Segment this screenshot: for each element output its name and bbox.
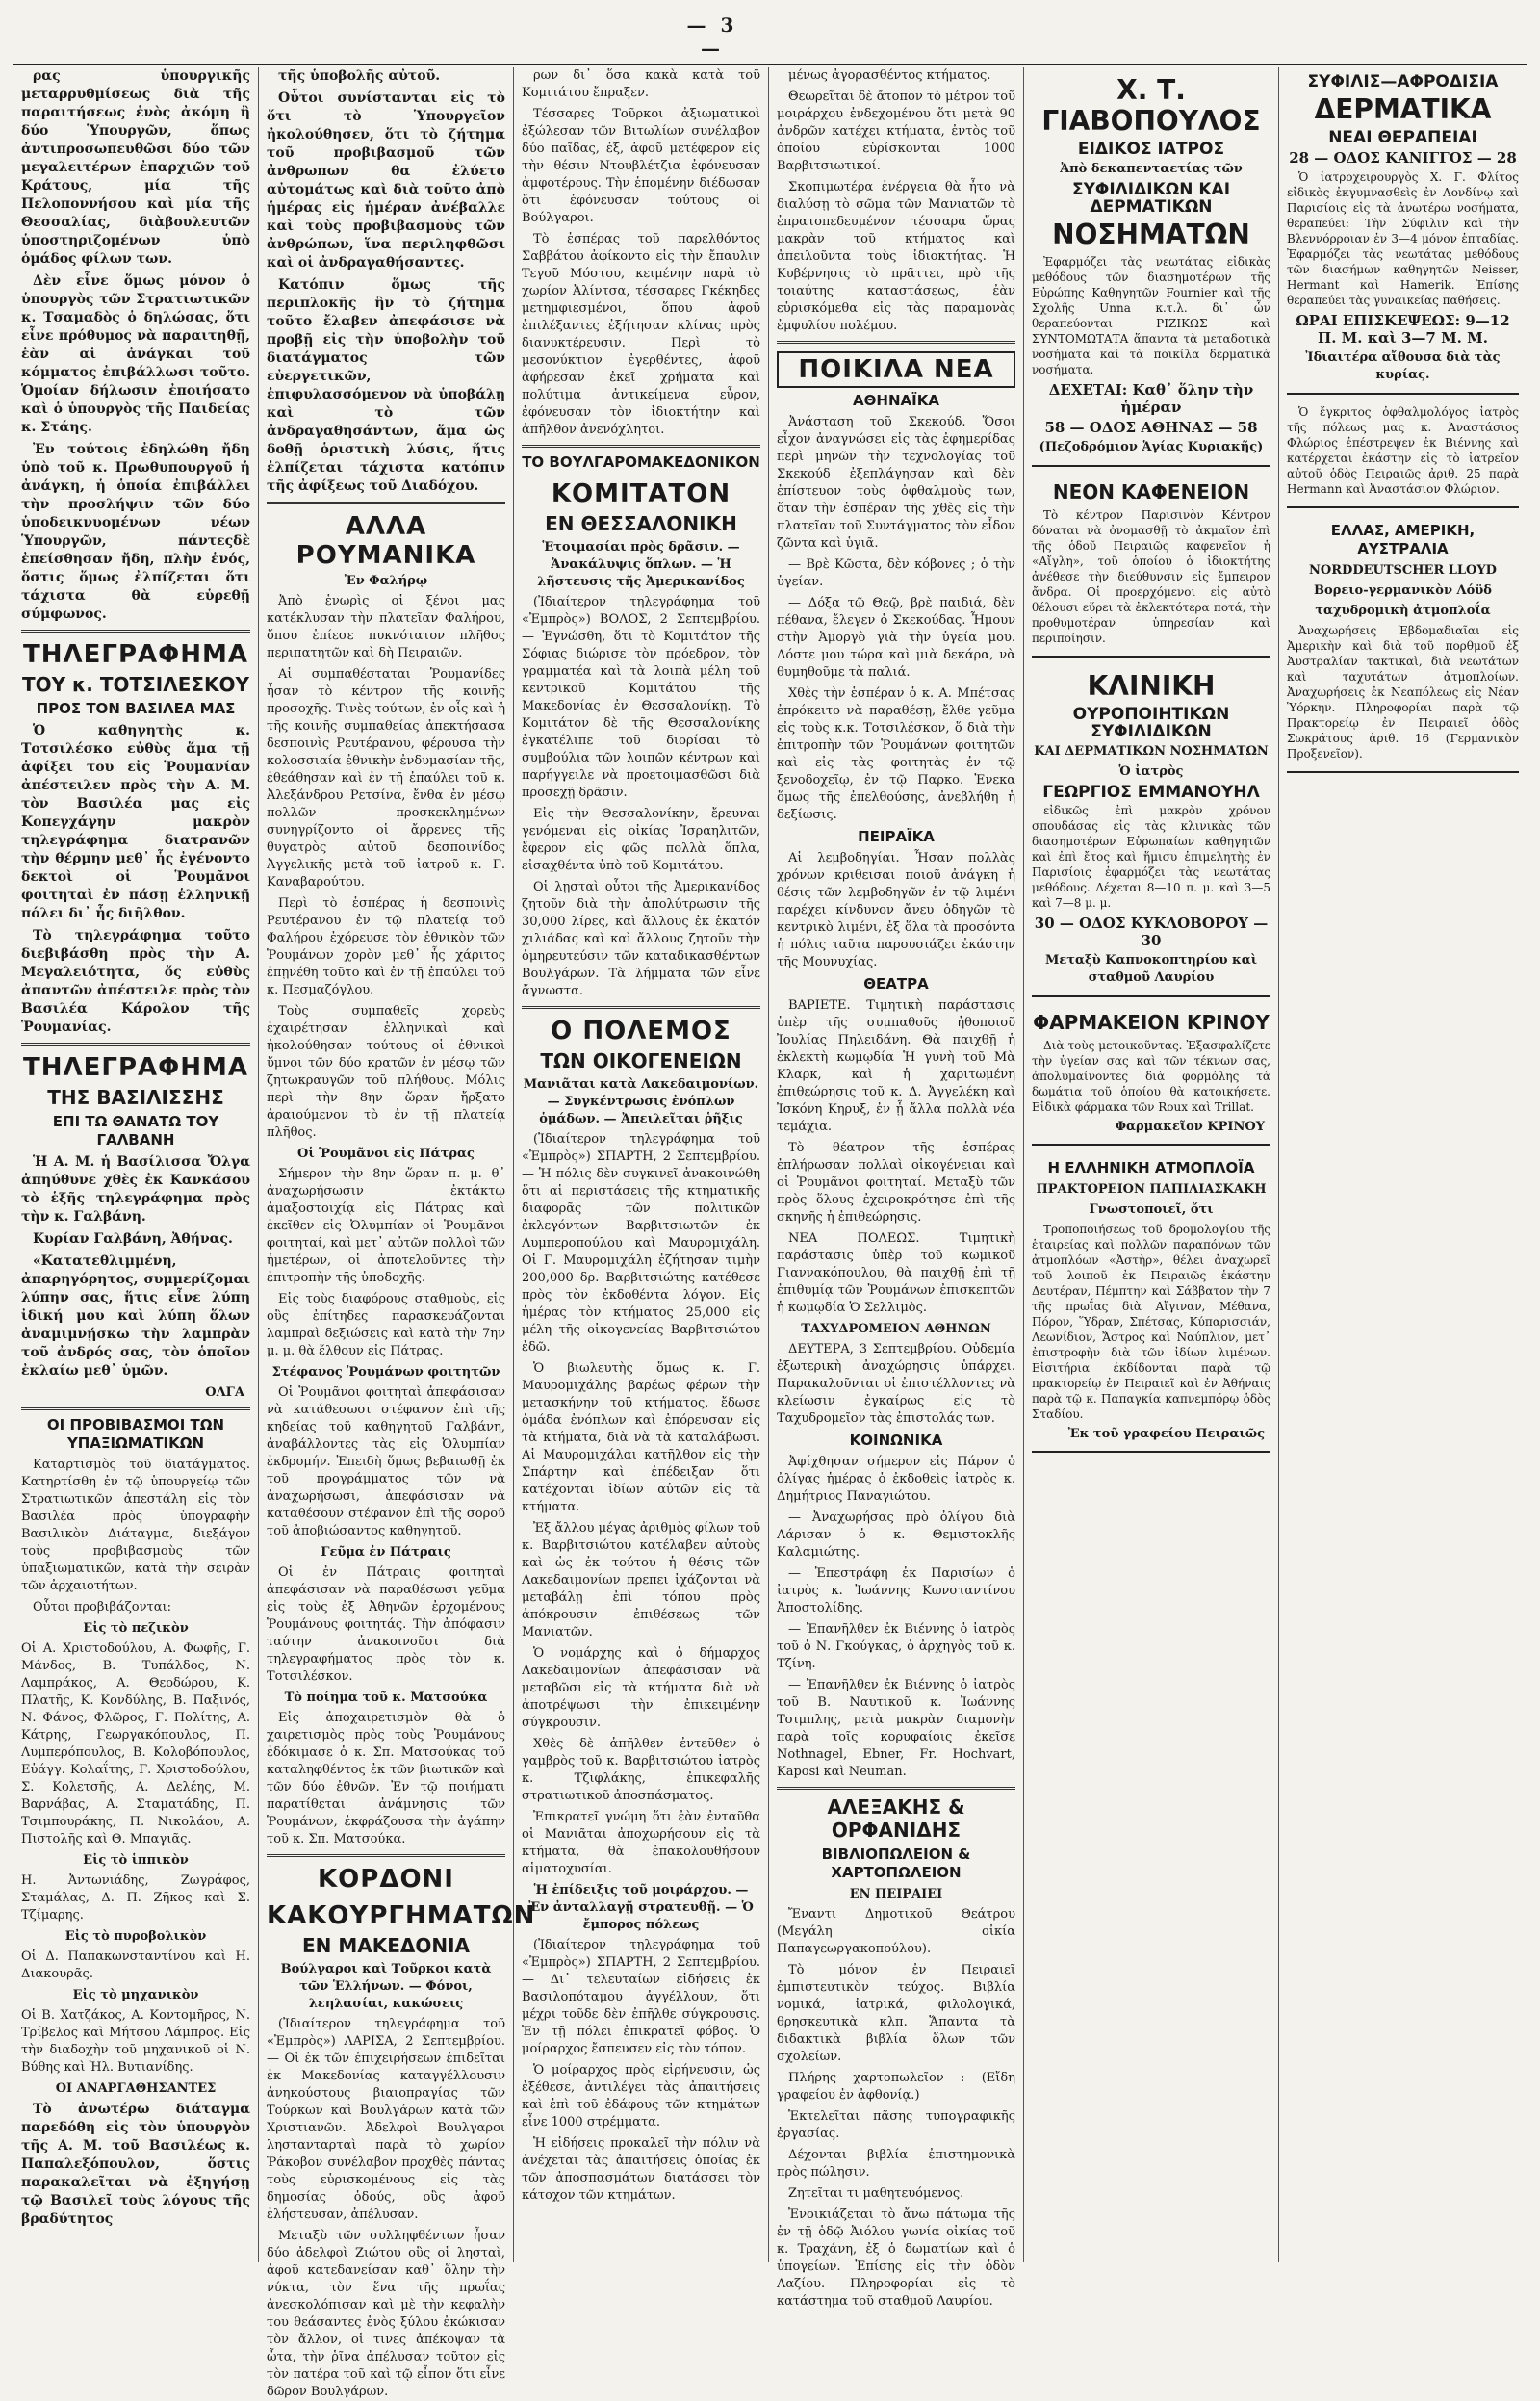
paragraph: Ἐνοικιάζεται τὸ ἄνω πάτωμα τῆς ἐν τῇ ὁδῷ Ἀιόλου γωνία οἰκίας τοῦ κ. Τραχάνη, ἐξ ὁ δωματίων καὶ ὁ ὑπογείων. Ἐπίσης εἰς τὴν ὁδὸν Λαζίου. Πληροφορίαι εἰς τὸ κατάστημα τοῦ σταθμοῦ Λαυρίου. (777, 2207, 1015, 2309)
ad-hours: ΔΕΧΕΤΑΙ: Καθ᾽ ὅλην τὴν ἡμέραν (1048, 381, 1254, 416)
paragraph: Εἰς τὴν Θεσσαλονίκην, ἔρευναι γενόμεναι εἰς οἰκίας Ἰσραηλιτῶν, ἔφερον εἰς φῶς πολλὰ ὅπλα, εἰσαχθέντα ὑπὸ τοῦ Κομιτάτου. (522, 807, 760, 873)
divider (21, 1407, 250, 1410)
column-5 (1024, 67, 1279, 2262)
paragraph: Τὸ μόνον ἐν Πειραιεῖ ἐμπιστευτικὸν τεύχος. Βιβλία νομικά, ἰατρικά, φιλολογικά, θρησκευτικὰ κλπ. Ἅπαντα τὰ διδακτικὰ βιβλία ὅλων τῶν σχολείων. (777, 1963, 1015, 2064)
paragraph: Μεταξὺ τῶν συλληφθέντων ἦσαν δύο ἀδελφοὶ Ζιώτου οὓς οἱ λησταὶ, ἀφοῦ κατεδανείσαν καθ᾽ ὅλην τὴν νύκτα, τὸν ἕνα τῆς πρωΐας ἀνεσκολόπισαν καὶ μὲ τὴν κεφαλὴν του θεάσαντες ἑνὸς ξύλου ἐκώκισαν τὸν ἄλλον, οἱ τινες ἀπέκοψαν τὰ ὦτα, τὴν ῥῖνα ἀπέλυσαν τοῦτον εἰς τὸν πατέρα τοῦ καὶ τῷ εἶπον ὅτι εἶνε δῶρον Βουλγάρων. (267, 2229, 505, 2399)
ad-derm-title: ΣΥΦΙΛΙΣ—ΑΦΡΟΔΙΣΙΑ (1307, 72, 1499, 91)
ad-address: 58 — ΟΔΟΣ ΑΘΗΝΑΣ — 58 (1044, 419, 1258, 436)
paragraph: — Ἐπανῆλθεν ἐκ Βιέννης ὁ ἰατρὸς τοῦ Β. Ναυτικοῦ κ. Ἰωάννης Τσιμπλης, μετὰ μακρὰν διαμονὴν παρὰ τοῖς κορυφαίοις ἐκεῖσε Nothnagel, Ebner, Fr. Hochvart, Kaposi καὶ Neuman. (777, 1678, 1015, 1779)
ad-lloyd-title: ΕΛΛΑΣ, ΑΜΕΡΙΚΗ, ΑΥΣΤΡΑΛΙΑ (1330, 522, 1476, 557)
ad-text: Ἐφαρμόζει τὰς νεωτάτας εἰδικὰς μεθόδους τῶν διασημοτέρων τῆς Εὐρώπης Καθηγητῶν Fournier καὶ τῆς Σχολῆς Unna κ.τ.λ. δι᾽ ὧν θεραπεύονται ΡΙΖΙΚΩΣ καὶ ΣΥΝΤΟΜΩΤΑΤΑ ἅπαντα τὰ μεταδοτικὰ νοσήματα καὶ τὰ ποικίλα δερματικὰ νοσήματα. (1032, 255, 1270, 376)
paragraph: Ἐν τούτοις ἐδηλώθη ἤδη ὑπὸ τοῦ κ. Πρωθυπουργοῦ ἡ ἀνάγκη, ἡ ὁποία ἐπιβάλλει τὴν προσλήψιν τῶν δύο ὑποδεικνυομένων νέων Ὑπουργῶν, πάντεςδὲ ἐπείσθησαν ἤδη, πλὴν ἑνός, ὅστις ὅμως ἐλπίζεται ὅτι τάχιστα θὰ εὑρεθῇ σύμφωνος. (21, 442, 250, 622)
divider (777, 341, 1015, 344)
divider (21, 630, 250, 633)
paragraph: Οἱ ἐν Πάτραις φοιτηταὶ ἀπεφάσισαν νὰ παραθέσωσι γεῦμα εἰς τοὺς ἐξ Ἀθηνῶν ἐρχομένους Ῥουμάνους φοιτητάς. Τὴν ἀπόφασιν ταύτην ἀνακοινοῦσι διὰ τηλεγραφήματος πρὸς τὸν κ. Τοτσιλέσκον. (267, 1565, 505, 1684)
signature-olga: ΟΛΓΑ (205, 1385, 244, 1400)
headline-families: ΤΩΝ ΟΙΚΟΓΕΝΕΙΩΝ (540, 1049, 742, 1072)
paragraph: Τὸ τηλεγράφημα τοῦτο διεβιβάσθη πρὸς τὴν Α. Μεγαλειότητα, ὅς εὐθὺς ἀπαντῶν ἀπέστειλε πρὸς τὸν Βασιλέα Κάρολον τῆς Ῥουμανίας. (21, 928, 250, 1035)
list-item: Οἱ Δ. Παπακωνσταντίνου καὶ Η. Διακουρᾶς. (21, 1949, 250, 1981)
list-item: Οἱ Β. Χατζάκος, Α. Κοντομῆρος, Ν. Τρίβελος καὶ Μήτσου Λάμπρος. Εἰς τὴν διαδοχὴν τοῦ μηχανικοῦ οἱ Ν. Βύθης καὶ Ἠλ. Βυτιανίδης. (21, 2008, 250, 2075)
ad-lloyd-sub3: ταχυδρομικὴ ἀτμοπλοΐα (1315, 604, 1491, 618)
paragraph: Τὸ θέατρον τῆς ἑσπέρας ἐπλήρωσαν πολλαὶ οἰκογένειαι καὶ οἱ Ῥουμᾶνοι φοιτηταί. Μεταξὺ τῶν πρὸς ὅλους ἐχειροκρότησε ἐπὶ τῆς σκηνῆς ἡ ἐπιθεώρησις. (777, 1141, 1015, 1225)
ad-address: 30 — ΟΔΟΣ ΚΥΚΛΟΒΟΡΟΥ — 30 (1034, 915, 1269, 949)
subheadline: Γεῦμα ἐν Πάτραις (321, 1545, 451, 1560)
ad-hours: ΩΡΑΙ ΕΠΙΣΚΕΨΕΩΣ: 9—12 Π. Μ. καὶ 3—7 Μ. Μ. (1296, 312, 1510, 347)
ad-specialty: ΣΥΦΙΛΙΔΙΚΩΝ ΚΑΙ ΔΕΡΜΑΤΙΚΩΝ (1071, 180, 1231, 217)
headline-totsilesku: ΤΟΥ κ. ΤΟΤΣΙΛΕΣΚΟΥ (21, 673, 250, 696)
paragraph: Δέχονται βιβλία ἐπιστημονικὰ πρὸς πώλησιν. (777, 2148, 1015, 2180)
ad-location: Μεταξὺ Καπνοκοπτηρίου καὶ σταθμοῦ Λαυρίου (1044, 953, 1258, 985)
ad-dermatology (1287, 67, 1519, 395)
headline-crimes: ΚΑΚΟΥΡΓΗΜΑΤΩΝ (267, 1901, 536, 1930)
ad-pharmacy-sig: Φαρμακεῖον ΚΡΙΝΟΥ (1115, 1120, 1265, 1134)
paragraph: ΒΑΡΙΕΤΕ. Τιμητικὴ παράστασις ὑπὲρ τῆς συμπαθοῦς ἠθοποιοῦ Ἰουλίας Πηλειδάνη. Θὰ παιχθῇ ἡ ἐκλεκτὴ κωμῳδία Ἡ γυνὴ τοῦ Μὰ Κλαρκ, καὶ ἡ χαριτωμένη ἐπιθεώρησις τοῦ κ. Δ. Ἀγγελέκη καὶ Ἰσκόνη Κηρυξ, ἐν ᾗ ἄλλα πολλὰ νέα τεμάχια. (777, 998, 1015, 1134)
ad-note: Ἰδιαιτέρα αἴθουσα διὰ τὰς κυρίας. (1305, 350, 1501, 382)
divider (267, 1854, 505, 1857)
paragraph: Ἀφίχθησαν σήμερον εἰς Πάρον ὁ ὀλίγας ἡμέρας ὁ ἐκδοθεὶς ἰατρὸς κ. Δημήτριος Παναγιώτου. (777, 1455, 1015, 1504)
ad-derm-big: ΔΕΡΜΑΤΙΚΑ (1314, 93, 1492, 125)
list-heading: Εἰς τὸ πυροβολικὸν (64, 1929, 207, 1944)
paragraph: — Ἀναχωρήσας πρὸ ὀλίγου διὰ Λάρισαν ὁ κ. Θεμιστοκλῆς Καλαμιώτης. (777, 1510, 1015, 1560)
paragraph: Τοὺς συμπαθεῖς χορεὺς ἐχαιρέτησαν ἑλληνικαὶ καὶ ἠκολούθησαν τούτους οἱ ἐθνικοὶ ὕμνοι τῶν δύο κρατῶν ἐν μέσῳ τῶν ζητωκραυγῶν τοῦ πλήθους. Μόλις περὶ τὴν 8ην ὥραν ἤρξατο ἀραιούμενον τὸ ἐν τῇ πλατείᾳ πλῆθος. (267, 1004, 505, 1140)
divider (522, 445, 760, 448)
paragraph: Σκοπιμωτέρα ἐνέργεια θὰ ἦτο νὰ διαλύσῃ τὸ σῶμα τῶν Μανιατῶν τὸ ἐπρατοπεδευμένον τέσσαρα ὥρας μακρὰν τοῦ κτήματος καὶ ἀπειλοῦντα τοὺς ἰδιοκτήτας. Ἡ Κυβέρνησις τὸ πρᾶττει, πρὸ τῆς τοιαύτης καταστάσεως, ἐὰν εὑρισκόμεθα εἰς τὰς παραμονὰς ἐμφυλίου πολέμου. (777, 180, 1015, 333)
paragraph: Ἐξ ἄλλου μέγας ἀριθμὸς φίλων τοῦ κ. Βαρβιτσιώτου κατέλαβεν αὐτοὺς καὶ ὡς ἐκ τούτου ἡ θέσις τῶν Λακεδαιμονίων πρεπει ἰχάζονται νὰ μεταβάλῃ ἐπὶ τόπου πρὸς ἀπόκρουσιν ἐπιθέσεως τῶν Μανιατῶν. (522, 1521, 760, 1639)
paragraph: (Ἰδιαίτερον τηλεγράφημα τοῦ «Ἐμπρὸς») ΒΟΛΟΣ, 2 Σεπτεμβρίου. — Ἐγνώσθη, ὅτι τὸ Κομιτάτον τῆς Σόφιας διώρισε τὸν πρόεδρον, τὸν γραμματέα καὶ τὰ λοιπὰ μέλη τοῦ κεντρικοῦ Κομιτάτου τῆς Μακεδονίας ἐν Θεσσαλονίκῃ. Τὸ Κομιτάτον δὲ τῆς Θεσσαλονίκης ἐγκατέλιπε τοῦ διορίσαι τὸ συμβούλια τῶν λοιπῶν κέντρων καὶ παρήγγειλε νὰ προετοιμασθῶσι διὰ προσεχῇ δρᾶσιν. (522, 595, 760, 800)
ad-text: Τὸ κέντρον Παρισινὸν Κέντρον δύναται νὰ ὀνομασθῇ τὸ ἀκμαῖον ἐπὶ τῆς ὁδοῦ Πειραιῶς καφενεῖον ἡ «Αἴγλη», τοῦ ὁποίου ὁ ἰδιοκτήτης ἀνέθεσε τὴν διεύθυνσιν εἰς ἔμπειρον ἄνδρα. Οἱ προερχόμενοι εἰς αὐτὸ θέλουσι εὕρει τὰ ἐκλεκτότερα ποτά, τὴν προθυμοτέραν ὑπηρεσίαν καὶ περιποίησιν. (1032, 508, 1270, 645)
headline-komitaton: ΚΟΜΙΤΑΤΟΝ (551, 479, 732, 508)
page-folio: — 3 — (686, 13, 738, 60)
subheadline-galvanis: ΕΠΙ ΤΩ ΘΑΝΑΤΩ ΤΟΥ ΓΑΛΒΑΝΗ (52, 1113, 219, 1149)
ad-clinic-sub2: ΚΑΙ ΔΕΡΜΑΤΙΚΩΝ ΝΟΣΗΜΑΤΩΝ (1034, 744, 1269, 759)
paragraph: — Δόξα τῷ Θεῷ, βρὲ παιδιά, δὲν πέθανα, ἔλεγεν ὁ Σκεκούδας. Ἦμουν στὴν Ἀμοργὸ γιὰ τὴν ὑγεία μου. Δόστε μου τώρα καὶ μιὰ δεκάρα, νὰ θυμηθοῦμε τὰ παλιά. (777, 596, 1015, 680)
paragraph: Ἐπικρατεῖ γνώμη ὅτι ἐὰν ἐνταῦθα οἱ Μανιᾶται ἀποχωρήσουν εἰς τὰ κτήματα, θὰ ἐπακολουθήσουν αἱματοχυσίαι. (522, 1810, 760, 1876)
headline-queen: ΤΗΣ ΒΑΣΙΛΙΣΣΗΣ (47, 1086, 224, 1109)
ad-text: Τροποποιήσεως τοῦ δρομολογίου τῆς ἑταιρείας καὶ πολλῶν παραπόνων τῶν ἀτμοπλόων «Ἀστὴρ», θέλει ἀναχωρεῖ τοῦ λοιποῦ ἐκ Πειραιῶς ἑκάστην Δευτέραν, Πέμπτην καὶ Σάββατον τὴν 7 τῆς πρωΐας διὰ Αἴγιναν, Μέθανα, Πόρον, Ὕδραν, Σπέτσας, Κύπαρισσιάν, Λεωνίδιον, Ἄστρος καὶ Ναύπλιον, μετ᾽ ἐπιστροφὴν διὰ τῶν ἰδίων λιμένων. Εἰσιτήρια ἐκδίδονται παρὰ τῷ πρακτορείῳ ἐν Πειραιεῖ καὶ ἐν Ἀθήναις παρὰ τῷ κ. Παπαγκία καπνεμπόρῳ ὁδὸς Σταδίου. (1032, 1223, 1270, 1421)
headline-thessaloniki: ΕΝ ΘΕΣΣΑΛΟΝΙΚΗ (545, 512, 737, 535)
subheadline: Βούλγαροι καὶ Τοῦρκοι κατὰ τῶν Ἑλλήνων. — Φόνοι, λεηλασίαι, κακώσεις (280, 1962, 492, 2011)
headline-war: Ο ΠΟΛΕΜΟΣ (551, 1017, 732, 1046)
ad-derm-sub: ΝΕΑΙ ΘΕΡΑΠΕΙΑΙ (1328, 128, 1477, 147)
headline-telegram-2: ΤΗΛΕΓΡΑΦΗΜΑ (23, 1053, 248, 1082)
paragraph: Χθὲς δὲ ἀπῆλθεν ἐντεῦθεν ὁ γαμβρὸς τοῦ κ. Βαρβιτσιώτου ἰατρὸς κ. Τζιφλάκης, ἐπικεφαλῆς στρατιωτικοῦ ἀποσπάσματος. (522, 1737, 760, 1803)
divider (522, 1006, 760, 1009)
paragraph: ΝΕΑ ΠΟΛΕΩΣ. Τιμητικὴ παράστασις ὑπὲρ τοῦ κωμικοῦ Γιαννακόπουλου, θὰ παιχθῇ ἐπὶ τῇ ἐπιθυμίᾳ τῶν Ῥουμάνων ἐπισκεπτῶν ἡ κωμῳδία Ὁ Σελλιμὸς. (777, 1231, 1015, 1315)
paragraph: Ὁ καθηγητὴς κ. Τοτσιλέσκο εὐθὺς ἅμα τῇ ἀφίξει του εἰς Ῥουμανίαν ἀπέστειλεν πρὸς τὴν Α. Μ. τὸν Βασιλέα μας εἰς Κοπεγχάγην μακρὸν τηλεγράφημα διατρανῶν τὴν θέρμην μεθ᾽ ἧς ἐγένοντο δεκτοὶ οἱ Ῥουμᾶνοι φοιτηταὶ ἐν πάσῃ ἑλληνικῇ πόλει δι᾽ ἧς διῆλθον. (21, 723, 250, 921)
paragraph: Αἱ λεμβοδηγίαι. Ἦσαν πολλὰς χρόνων κριθεισαι ποιοῦ ἀνάγκη ἡ θέσις τῶν λεμβοδηγῶν ἐν τῷ λιμένι παρέχει κίνδυνον ἄνευ ὁδηγῶν τὸ κεντρικὸ λιμένι, ἐξ ὅλα τὰ προσόντα ἡ πόλις ταῦτα παρουσιάζει ἐκάστην τῆς Μουνυχίας. (777, 851, 1015, 969)
ad-bookshop-name: ΑΛΕΞΑΚΗΣ & ΟΡΦΑΝΙΔΗΣ (827, 1795, 965, 1842)
subheadline: Μανιᾶται κατὰ Λακεδαιμονίων. — Συγκέντρωσις ἐνόπλων ὁμάδων. — Ἀπειλεῖται ῥῆξις (523, 1077, 759, 1126)
article-continued-text: ρας ὑπουργικῆς μεταρρυθμίσεως διὰ τῆς παραιτήσεως ἑνὸς ἀκόμη ἢ δύο Ὑπουργῶν, ὅπως ἀντιπροσωπευθῶσι δύο τῶν μεγαλειτέρων ἐπαρχιῶν τοῦ Κράτους, μία τῆς Πελοποννήσου καὶ μία τῆς Θεσσαλίας, διὰβουλευτῶν ὑποστηριζομένων ὑπὸ ὁμάδος φίλων των. (21, 68, 250, 267)
ad-clinic (1032, 663, 1270, 997)
headline-romanian: ΑΛΛΑ ΡΟΥΜΑΝΙΚΑ (295, 512, 476, 570)
paragraph: — Ἐπανῆλθεν ἐκ Βιέννης ὁ ἰατρὸς τοῦ ὁ Ν. Γκούγκας, ὁ ἀρχηγὸς τοῦ κ. Τζίνη. (777, 1622, 1015, 1671)
ad-text: Ὁ ἰατροχειρουργὸς Χ. Γ. Φλίτος εἰδικὸς ἐκγυμνασθεὶς ἐν Λονδίνῳ καὶ Παρισίοις εἰς τὰ ἀνωτέρω νοσήματα, θεραπεύει: Τὴν Σύφιλιν καὶ τὴν Βλεννόρροιαν ἐν 3—4 μόνον ἑπταδίας. Ἐφαρμόζει τὰς νεωτάτας μεθόδους τῶν διασήμων καθηγητῶν Neisser, Hermant καὶ Hamerik. Ἐπίσης θεραπεύει τὰς γυναικείας παθήσεις. (1287, 170, 1519, 307)
headline-kordoni: ΚΟΡΔΟΝΙ (318, 1865, 454, 1894)
paragraph: Τέσσαρες Τοῦρκοι ἀξιωματικοὶ ἐξώλεσαν τῶν Βιτωλίων συνέλαβον δύο παῖδας, ἐξ, ἀφοῦ μετέφερον εἰς τὴν θέσιν Ντουβλέτζια ἐφόνευσαν ἀμφοτέρους. Τὴν ἑπομένην διέδωσαν ὅτι ἐφόνευσαν τούτους οἱ Βούλγαροι. (522, 107, 760, 225)
paragraph: Θεωρεῖται δὲ ἄτοπον τὸ μέτρον τοῦ μοιράρχου ἐνδεχομένου ὅτι μετὰ 90 ἀνδρῶν κατέχει κτήματα, ἐντὸς τοῦ ὁποίου εὑρίσκονται 1000 Βαρβιτσιωτικοί. (777, 90, 1015, 173)
list-heading: Εἰς τὸ μηχανικὸν (72, 1988, 199, 2002)
paragraph: Περὶ τὸ ἑσπέρας ἡ δεσποινὶς Ρευτέρανου ἐν τῷ πλατείᾳ τοῦ Φαλήρου ἐχόρευσε τὸν ἐθνικὸν τῶν Ῥουμάνων χορὸν μεθ᾽ ἧς χάριτος ἐπῃνέθη τοῦτο καὶ ἐν τῇ ἐπαύλει τοῦ κ. Πεσμαζόγλου. (267, 896, 505, 997)
ad-bookshop-title: ΒΙΒΛΙΟΠΩΛΕΙΟΝ & ΧΑΡΤΟΠΩΛΕΙΟΝ (821, 1846, 971, 1881)
paragraph: Δὲν εἶνε ὅμως μόνον ὁ ὑπουργὸς τῶν Στρατιωτικῶν κ. Τσαμαδὸς ὁ δηλώσας, ὅτι εἶνε πρόθυμος νὰ παραιτηθῇ, ἐὰν αἱ ἀνάγκαι τοῦ κόμματος ἐπιβάλλωσι τοῦτο. Ὁμοίαν δήλωσιν ἐποιήσατο καὶ ὁ ὑπουργὸς τῆς Παιδείας κ. Στάης. (21, 273, 250, 435)
ad-pharmacy (1032, 1003, 1270, 1146)
ad-giavopoulos (1032, 67, 1270, 467)
ad-steamship-head: Γνωστοποιεῖ, ὅτι (1089, 1202, 1214, 1217)
section-social: ΚΟΙΝΩΝΙΚΑ (849, 1432, 943, 1449)
ad-specialty-2: ΝΟΣΗΜΑΤΩΝ (1052, 219, 1250, 250)
subheadline: Ἐν Φαλήρῳ (344, 574, 428, 588)
ad-address: 28 — ΟΔΟΣ ΚΑΝΙΓΓΟΣ — 28 (1289, 149, 1517, 167)
ad-doctor-role: ΕΙΔΙΚΟΣ ΙΑΤΡΟΣ (1077, 140, 1225, 159)
subheadline: Ἡ ἐπίδειξις τοῦ μοιράρχου. — Ἐν ἀνταλλαγῇ στρατευθῇ. — Ὁ ἔμπορος πόλεως (528, 1883, 754, 1932)
list-item: Οἱ Α. Χριστοδούλου, Α. Φωφῆς, Γ. Μάνδος, Β. Τυπάλδος, Ν. Λαμπράκος, Α. Θεοδώρου, Κ. Πλατῆς, Κ. Κονδύλης, Β. Παξινός, Ν. Φάνος, Φλῶρος, Γ. Πολίτης, Α. Κάτρης, Γεωργακόπουλος, Π. Λυμπερόπουλος, Β. Κολοβόπουλος, Εὐάγγ. Κολαΐτης, Γ. Χριστοδούλου, Σ. Κολετσῆς, Α. Δελέης, Μ. Βαρνάβας, Α. Σταματάδης, Π. Τσιμπουράκης, Π. Νικολάου, Α. Πιστολῆς καὶ Θ. Μπαγιᾶς. (21, 1641, 250, 1846)
headline-macedonia: ΕΝ ΜΑΚΕΔΟΝΙΑ (301, 1934, 471, 1957)
paragraph: Κυρίαν Γαλβάνη, Ἀθήνας. (33, 1231, 233, 1247)
paragraph: Τὸ ἑσπέρας τοῦ παρελθόντος Σαββάτου ἀφίκοντο εἰς τὴν ἔπαυλιν Τεγοῦ Μόστου, κειμένην παρὰ τὸ χωρίον Ἀλίντσα, τέσσαρες Γκέκηδες μετημφιεσμένοι, ὅπου ἀφοῦ ἐπιλέξαντες ἐξήτησαν κλίνας πρὸς διανυκτέρευσιν. Περὶ τὸ μεσονύκτιον ἐγερθέντες, ἀφοῦ ἀφήρεσαν ἐκεῖ χρήματα καὶ πολύτιμα ἀντικείμενα εὗρον, ἐφόνευσαν τὸν ἰδιοκτήτην καὶ ἀπῆλθον ἀνενόχλητοι. (522, 232, 760, 437)
paragraph: Οἱ Ῥουμᾶνοι φοιτηταὶ ἀπεφάσισαν νὰ κατάθεσωσι στέφανον ἐπὶ τῆς κηδείας τοῦ καθηγητοῦ Γαλβάνη, ἀναβάλλοντες τὰς εἰς Ὀλυμπίαν ἐκδρομήν. Ἐπειδὴ ὅμως βεβαιωθῇ ἐκ τοῦ προγράμματος τῶν νὰ ἀναχωρήσωσι, ἀπεφάσισαν νὰ καταθέσουν στέφανον ἐπὶ τῆς σοροῦ τοῦ ἀποβιώσαντος καθηγητοῦ. (267, 1385, 505, 1538)
divider (21, 1043, 250, 1046)
paragraph: (Ἰδιαίτερον τηλεγράφημα τοῦ «Ἐμπρὸς») ΣΠΑΡΤΗ, 2 Σεπτεμβρίου. — Δι᾽ τελευταίων εἰδήσεις ἐκ Βασιλοπόταμου ἀγγέλλουν, ὅτι μέχρι τοῦδε δὲν ἐπῆλθε σύγκρουσις. Ἐν τῇ πόλει ἐπικρατεῖ φόβος. Ὁ μοίραρχος ἔσπευσεν εἰς τὸν τόπον. (522, 1938, 760, 2056)
paragraph: — Ἐπεστράφη ἐκ Παρισίων ὁ ἰατρὸς κ. Ἰωάννης Κωνσταντίνου Ἀποστολίδης. (777, 1566, 1015, 1615)
ad-steamship-sig: Ἐκ τοῦ γραφείου Πειραιῶς (1067, 1427, 1265, 1441)
section-athens: ΑΘΗΝΑΪΚΑ (853, 392, 939, 409)
section-piraeus: ΠΕΙΡΑΪΚΑ (858, 828, 935, 845)
ad-cafe-title: ΝΕΟΝ ΚΑΦΕΝΕΙΟΝ (1052, 480, 1250, 503)
column-3 (514, 67, 769, 2262)
columns (13, 67, 1527, 2399)
paragraph: Σήμερον τὴν 8ην ὥραν π. μ. θ᾽ ἀναχωρήσωσιν ἐκτάκτῳ ἀμαξοστοιχίᾳ εἰς Πάτρας καὶ ἐκεῖθεν εἰς Ὀλυμπίαν οἱ Ῥουμᾶνοι φοιτηταί, καὶ μετ᾽ αὐτῶν πολλοὶ τῶν ἡμετέρων, οἱ ἀποτελοῦντες τὴν ἐπιτροπὴν τῆς ὑποδοχῆς. (267, 1167, 505, 1285)
ad-line: Ἀπὸ δεκαπενταετίας τῶν (1060, 162, 1243, 176)
paragraph: Εἰς ἀποχαιρετισμὸν θὰ ὁ χαιρετισμὸς πρὸς τοὺς Ῥουμάνους ἐδόκιμασε ὁ κ. Σπ. Ματσούκας τοῦ καταληφθέντος ἐκ τῶν βιωτικῶν καὶ τῶν δύο ἐθνῶν. Ἐν τῷ ποιήματι παρατίθεται ἀνάμνησις τῶν Ῥουμάνων, ἐκφράζουσα τὴν ἀγάπην τοῦ κ. Σπ. Ματσούκα. (267, 1711, 505, 1846)
ad-lloyd-sub: NORDDEUTSCHER LLOYD (1309, 563, 1497, 578)
column-4 (769, 67, 1024, 2309)
column-6 (1279, 67, 1527, 2262)
ad-text: Διὰ τοὺς μετοικοῦντας. Ἐξασφαλίζετε τὴν ὑγείαν σας καὶ τῶν τέκνων σας, ἀπολυμαίνοντες διὰ φορμόλης τὰ δωμάτια τοῦ ὁποίου θὰ κατοικήσετε. Εἰδικὰ φάρμακα τῶν Roux καὶ Trillat. (1032, 1039, 1270, 1114)
paragraph: (Ἰδιαίτερον τηλεγράφημα τοῦ «Ἐμπρὸς») ΣΠΑΡΤΗ, 2 Σεπτεμβρίου. — Ἡ πόλις δὲν συγκινεῖ ἀνακοινώθη ὅτι αἱ περιστάσεις τῆς κτηματικῆς διαφορᾶς τῶν πολιτικῶν ἐκλεγόντων Βαρβιτσιωτῶν ἐκ Λυμπεροπούλου καὶ Μαυρομιχάλη. Οἱ Γ. Μαυρομιχάλη ἐζήτησαν τιμὴν 200,000 δρ. Βαρβιτσιώτης κατέθεσε πρὸς τὸν ἐκδοθέντα λόγον. Εἰς ἡμέρας τὸν κτήματος 25,000 εἰς μέλη τῆς οἰκογενείας Βαρβιτσιώτου ἐδῶ. (522, 1132, 760, 1355)
ad-doctor-name: Χ. Τ. ΓΙΑΒΟΠΟΥΛΟΣ (1041, 74, 1261, 137)
paragraph: Ἔναντι Δημοτικοῦ Θεάτρου (Μεγάλη οἰκία Παπαγεωργακοπούλου). (777, 1907, 1015, 1956)
paragraph: Ἡ εἰδήσεις προκαλεῖ τὴν πόλιν νὰ ἀνέχεται τὰς ἀπαιτήσεις ὁποίας ἐκ τῶν ἀποσπασμάτων διατάσσει τὸν κάτοχον τῶν κτημάτων. (522, 2136, 760, 2203)
ad-clinic-sub: ΟΥΡΟΠΟΙΗΤΙΚΩΝ ΣΥΦΙΛΙΔΙΚΩΝ (1072, 705, 1230, 741)
paragraph: Ἀνάσταση τοῦ Σκεκούδ. Ὅσοι εἶχον ἀναγνώσει εἰς τὰς ἐφημερίδας περὶ μηνῶν τὴν τεχνολογίας τοῦ Σκεκούδ ἐξεπλάγησαν καὶ δὲν ἐπίστευον τοὺς ὀφθαλμοὺς των, ὅταν τὴν ἑσπέραν τῆς χθὲς εἰς τὴν πλατεῖαν τοῦ Συντάγματος τὸν εἶδον ζῶντα καὶ ὑγιᾶ. (777, 415, 1015, 551)
ad-clinic-title: ΚΛΙΝΙΚΗ (1087, 670, 1216, 702)
paragraph: Ὁ μοίραρχος πρὸς εἰρήνευσιν, ὡς ἐξέθεσε, ἀντιλέγει τὰς ἀπαιτήσεις καὶ ἐπὶ τοῦ ἐδάφους τῶν κτημάτων εἶνε 1000 στρέμματα. (522, 2063, 760, 2130)
paragraph: Οἱ λῃσταὶ οὗτοι τῆς Ἀμερικανίδος ζητοῦν διὰ τὴν ἀπολύτρωσιν τῆς 30,000 λίρες, καὶ ἄλλους ἐκ ἑκατόν χιλιάδας καὶ καὶ ἄλλους ζητοῦν τὴν ὁμηρευτεύσιν τῶν καταδικασθέντων Βουλγάρων. Τὰ λήμματα τῶν εἶνε ἄγνωστα. (522, 880, 760, 998)
subheadline: Οἱ Ῥουμᾶνοι εἰς Πάτρας (297, 1147, 475, 1161)
divider (267, 502, 505, 504)
ad-steamship (1032, 1151, 1270, 1453)
subheadline: Τὸ ποίημα τοῦ κ. Ματσούκα (284, 1691, 488, 1705)
paragraph: Εἰς τοὺς διαφόρους σταθμοὺς, εἰς οὓς ἐπίτηδες παρασκευάζονται λαμπραὶ δεξιώσεις καὶ κατὰ τὴν 7ην μ. μ. θὰ ἔλθουν εἰς Πάτρας. (267, 1292, 505, 1358)
paragraph: Τὸ ἀνωτέρω διάταγμα παρεδόθη εἰς τὸν ὑπουργὸν τῆς Α. Μ. τοῦ Βασιλέως κ. Παπαλεξόπουλον, ὅστις παρακαλεῖται νὰ ἐξηγήσῃ τῷ Βασιλεῖ τοὺς λόγους τῆς βραδύτητος (21, 2102, 250, 2227)
ad-pharmacy-title: ΦΑΡΜΑΚΕΙΟΝ ΚΡΙΝΟΥ (1033, 1011, 1270, 1034)
ad-new-cafe (1032, 473, 1270, 658)
column-1 (13, 67, 259, 2262)
paragraph: Ὁ νομάρχης καὶ ὁ δήμαρχος Λακεδαιμονίων ἀπεφάσισαν νὰ μεταβῶσι εἰς τὰ κτήματα διὰ νὰ ἀποτρέψωσι τὴν ἐπικειμένην σύγκρουσιν. (522, 1646, 760, 1730)
ad-lloyd-sub2: Βορειο-γερμανικὸν Λόϋδ (1314, 583, 1492, 598)
paragraph: Αἱ συμπαθέσταται Ῥουμανίδες ἦσαν τὸ κέντρον τῆς κοινῆς προσοχῆς. Τινὲς τούτων, ἐν οἷς καὶ ἡ τῆς κοινῆς συμπαθείας ἀπεκτήσασα δεσποινὶς Ρευτέρανου, φέρουσα τὴν κολοσσιαία ἐθνικὴν ἐνδυμασίαν τῆς, ἐθεάθησαν καὶ ἐν τῇ ἐπαύλει τοῦ κ. Ἀλεξάνδρου Ρετσίνα, ἔνθα ἐν μέσῳ πολλῶν προσκεκλημένων συνηγρίζοντο οἱ ἄρρενες τῆς θυγατρὸς αὐτοῦ δεσποινίδος Ἀγγελικῆς μετὰ τοῦ ἰατροῦ κ. Γ. Καναβαρούτου. (267, 667, 505, 890)
paragraph: «Κατατεθλιμμένη, ἀπαρηγόρητος, συμμερίζομαι λύπην σας, ἥτις εἶνε λύπη ἰδική μου καὶ λύπη ὅλων ἀναμιμνῄσκω τὴν λαμπρὰν τοῦ ἀνδρός σας, τὸν ὁποῖον ἐκλαίω μεθ᾽ ὑμῶν. (21, 1253, 250, 1379)
paragraph: Ζητεῖται τι μαθητευόμενος. (788, 2186, 964, 2201)
ad-location: (Πεζοδρόμιον Ἁγίας Κυριακῆς) (1039, 440, 1264, 454)
ad-clinic-name: ΓΕΩΡΓΙΟΣ ΕΜΜΑΝΟΥΗΛ (1042, 783, 1260, 802)
paragraph: Ὁ βιωλευτὴς ὅμως κ. Γ. Μαυρομιχάλης βαρέως φέρων τὴν μετασκήνην τοῦ κτήματος, ἔδωσε ὁμάδα ἐνόπλων καὶ ἐπόρευσαν εἰς τὰ κτήματα, διὰ νὰ τὰ καταλάβωσι. Αἱ Μαυρομιχάλαι κατῆλθον εἰς τὴν Σπάρτην καὶ ἐπέδειξαν ὅτι κατέχονται ἰδίων αὐτῶν εἰς τὰ κτήματα. (522, 1361, 760, 1514)
list-heading: ΟΙ ΑΝΑΡΓΑΘΗΣΑΝΤΕΣ (55, 2081, 217, 2096)
article-continued-text: ρων δι᾽ ὅσα κακὰ κατὰ τοῦ Κομιτάτου ἔπραξεν. (522, 68, 760, 100)
ad-text: Ὁ ἔγκριτος ὀφθαλμολόγος ἰατρὸς τῆς πόλεως μας κ. Ἀναστάσιος Φλώριος ἐπέστρεψεν ἐκ Βιέννης καὶ κατέρχεται ἐκάστην εἰς τὸ ἰατρεῖον αὐτοῦ ὁδὸς Πειραιῶς ἀριθ. 25 παρὰ Hermann καὶ Ἀναστάσιον Φλώριον. (1287, 405, 1519, 496)
ad-bookshop-location: ΕΝ ΠΕΙΡΑΙΕΙ (849, 1887, 943, 1901)
paragraph: ΔΕΥΤΕΡΑ, 3 Σεπτεμβρίου. Οὐδεμία ἐξωτερικὴ ἀναχώρησις ὑπάρχει. Παρακαλοῦνται οἱ ἐπιστέλλοντες νὰ κλείωσιν ἐγκαίρως εἰς τὸ Ταχυδρομεῖον τὰς ἐπιστολάς των. (777, 1342, 1015, 1426)
subheadline-king: ΠΡΟΣ ΤΟΝ ΒΑΣΙΛΕΑ ΜΑΣ (36, 700, 236, 717)
article-continued-text: τῆς ὑποβολῆς αὐτοῦ. (278, 68, 441, 84)
top-rule (13, 64, 1527, 65)
subheadline: Ἑτοιμασίαι πρὸς δρᾶσιν. — Ἀνακάλυψις ὅπλων. — Ἡ λῆστευσις τῆς Ἀμερικανίδος (537, 540, 745, 589)
headline-promotions: ΟΙ ΠΡΟΒΙΒΑΣΜΟΙ ΤΩΝ ΥΠΑΞΙΩΜΑΤΙΚΩΝ (46, 1416, 225, 1452)
paragraph: Ἐκτελεῖται πᾶσης τυπογραφικῆς ἐργασίας. (777, 2109, 1015, 2141)
ad-clinic-doc: Ὁ ἰατρὸς (1118, 764, 1184, 779)
headline-bulgarian: ΤΟ ΒΟΥΛΓΑΡΟΜΑΚΕΔΟΝΙΚΟΝ (522, 453, 760, 471)
paragraph: Πλήρης χαρτοπωλεῖον : (Εἴδη γραφείου ἐν ἀφθονίᾳ.) (777, 2071, 1015, 2103)
paragraph: (Ἰδιαίτερον τηλεγράφημα τοῦ «Ἐμπρὸς») ΛΑΡΙΣΑ, 2 Σεπτεμβρίου. — Οἱ ἐκ τῶν ἐπιχειρήσεων ἐπιδεῖται ἐκ Μακεδονίας καταγγέλλουσιν ἀνηκούστους βιαιοπραγίας τῶν Τούρκων καὶ Βουλγάρων κατὰ τῶν Χριστιανῶν. Ἀδελφοὶ Βουλγαροι ληστανταρταὶ παρὰ τὸ χωρίον Ῥάκοβον συνέλαβον προχθὲς πάντας τοὺς εὑρισκομένους εἰς τὰς δημοσίας ὁδούς, οὓς ἀφοῦ ἐλήστευσαν, ἀπέλυσαν. (267, 2017, 505, 2222)
list-heading: Εἰς τὸ ἱππικὸν (83, 1853, 189, 1868)
paragraph: — Βρὲ Κῶστα, δὲν κόβονες ; ὁ τὴν ὑγείαν. (777, 557, 1015, 589)
paragraph: Ἡ Α. Μ. ἡ Βασίλισσα Ὄλγα ἀπηύθυνε χθὲς ἐκ Κανκάσου τὸ ἑξῆς τηλεγράφημα πρὸς τὴν κ. Γαλβάνη. (21, 1154, 250, 1225)
headline-various-news: ΠΟΙΚΙΛΑ ΝΕΑ (777, 351, 1015, 388)
paragraph: Οὗτοι προβιβάζονται: (33, 1600, 171, 1614)
ad-ophthalmologist (1287, 400, 1519, 508)
section-theatres: ΘΕΑΤΡΑ (863, 975, 929, 993)
ad-steamship-sub: ΠΡΑΚΤΟΡΕΙΟΝ ΠΑΠΙΛΙΑΣΚΑΚΗ (1036, 1182, 1267, 1197)
paragraph: Κατόπιν ὅμως τῆς περιπλοκῆς ἣν τὸ ζήτημα τοῦτο ἔλαβεν ἀπεφάσισε νὰ προβῇ εἰς τὴν ὑποβολὴν τοῦ διατάγματος τῶν εὐεργετικῶν, ἐπιφυλασσόμενον νὰ ὑποβάλῃ καὶ τὸ τῶν ἀνδραγαθησάντων, ἅμα ὡς δοθῇ ὁριστικὴ λύσις, ἥτις ἐλπίζεται τάχιστα κατόπιν τῆς ἀφίξεως τοῦ Διαδόχου. (267, 277, 505, 494)
paragraph: Ἀπὸ ἑνωρὶς οἱ ξένοι μας κατέκλυσαν τὴν πλατεῖαν Φαλήρου, ὅπου ἐπίεσε πυκνότατον πλῆθος περιπατητῶν καὶ δὴ Πειραιῶν. (267, 594, 505, 660)
section-post: ΤΑΧΥΔΡΟΜΕΙΟΝ ΑΘΗΝΩΝ (801, 1322, 991, 1336)
ad-text: εἰδικῶς ἐπὶ μακρὸν χρόνον σπουδάσας εἰς τὰς κλινικὰς τῶν διασημοτέρων Εὐρωπαίων καθηγητῶν καὶ ἐπὶ ἔτος καὶ ἥμισυ ἐπιμελητὴς ἐν Παρισίοις ἐφαρμόζει τὰς νεωτάτας μεθόδους. Δέχεται 8—10 π. μ. καὶ 3—5 καὶ 7—8 μ. μ. (1032, 804, 1270, 910)
divider (777, 1787, 1015, 1790)
list-item: Η. Ἀντωνιάδης, Ζωγράφος, Σταμάλας, Δ. Π. Ζῆκος καὶ Σ. Τζίμαρης. (21, 1873, 250, 1923)
ad-lloyd (1287, 514, 1519, 773)
ad-text: Ἀναχωρήσεις Ἑβδομαδιαῖαι εἰς Ἀμερικὴν καὶ διὰ τοῦ πορθμοῦ ἐξ Ἀυστραλίαν τακτικαὶ, διὰ νεωτάτων καὶ ταχυτάτων ἀτμοπλοίων. Ἀναχωρήσεις ἐκ Νεαπόλεως εἰς Νέαν Ὑόρκην. Πληροφορίαι παρὰ τῷ Πρακτορείῳ ἐν Πειραιεῖ ὁδὸς Σωκράτους ἀριθ. 16 (Γερμανικὸν Προξενεῖον). (1287, 624, 1519, 761)
headline-telegram: ΤΗΛΕΓΡΑΦΗΜΑ (23, 640, 248, 669)
list-heading: Εἰς τὸ πεζικὸν (83, 1621, 189, 1636)
paragraph: Χθὲς τὴν ἑσπέραν ὁ κ. Α. Μπέτσας ἐπρόκειτο νὰ παραθέσῃ, ἔλθε γεῦμα εἰς τοὺς κ.κ. Τοτσιλέσκον, ὅ διὰ τὴν ἐπιτροπὴν τῶν Ῥουμάνων φοιτητῶν καὶ εἰς τὰς φοιτητὰς ἐν τῷ ξενοδοχεῖῳ, ἐν τῷ Παρκο. Ἐνεκα ὅμως τῆς ἐπελθούσης, ἀνεβλήθη ἡ δεξίωσις. (777, 686, 1015, 822)
paragraph: Καταρτισμὸς τοῦ διατάγματος. Κατηρτίσθη ἐν τῷ ὑπουργείῳ τῶν Στρατιωτικῶν ἀπεστάλη εἰς τὸν Βασιλέα πρὸς ὑπογραφὴν Βασιλικὸν Διάταγμα, διεξάγον τοὺς προβιβασμοὺς τῶν ὑπαξιωματικῶν, κατὰ τὴν σειρὰν τῶν ἀρχαιοτήτων. (21, 1458, 250, 1593)
paragraph: Οὗτοι συνίστανται εἰς τὸ ὅτι τὸ Ὑπουργεῖον ἠκολούθησεν, ὅτι τὸ ζήτημα τοῦ προβιβασμοῦ τῶν ἀνθρωπων θα ἐλύετο αὐτομάτως καὶ διὰ τοῦτο ἀπὸ ἡμέρας εἰς ἡμέραν ἀνέβαλλε καὶ τοὺς προβιβασμοὺς τῶν ἀνθρώπων, ἵνα περιληφθῶσι καὶ οἱ ἀνδραγαθήσαντες. (267, 90, 505, 271)
column-2 (259, 67, 536, 2399)
article-continued-text: μένως ἀγορασθέντος κτήματος. (788, 68, 991, 83)
subheadline: Στέφανος Ῥουμάνων φοιτητῶν (271, 1365, 500, 1380)
ad-steamship-title: Η ΕΛΛΗΝΙΚΗ ΑΤΜΟΠΛΟΪΑ (1047, 1159, 1255, 1176)
